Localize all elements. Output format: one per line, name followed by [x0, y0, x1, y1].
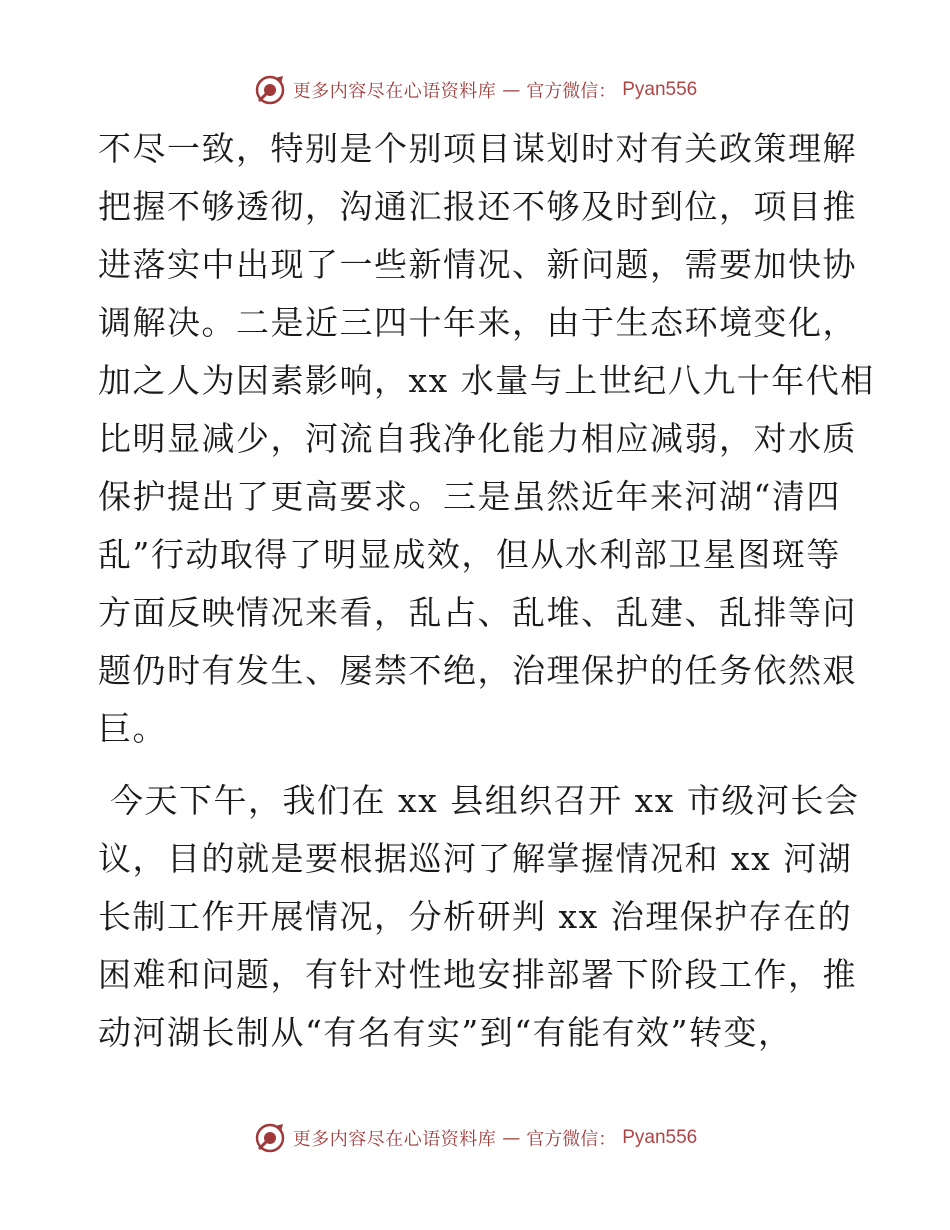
text-line: 巨。 — [98, 709, 167, 748]
text-line: 调解决。二是近三四十年来，由于生态环境变化， — [98, 303, 857, 342]
text-line: 加之人为因素影响，xx 水量与上世纪八九十年代相 — [98, 361, 875, 400]
header-watermark — [0, 70, 950, 110]
watermark-label: 官方微信： — [526, 1129, 617, 1150]
paragraph-1 — [98, 120, 875, 758]
pen-seal-logo-icon — [253, 1121, 287, 1155]
text-line: 困难和问题，有针对性地安排部署下阶段工作，推 — [98, 955, 857, 994]
watermark-text: 更多内容尽在心语资料库 — [292, 81, 497, 102]
footer-watermark — [0, 1118, 950, 1158]
watermark-dash: — — [502, 1127, 521, 1149]
watermark-text: 更多内容尽在心语资料库 — [292, 1129, 497, 1150]
text-line: 比明显减少，河流自我净化能力相应减弱，对水质 — [98, 419, 857, 458]
text-line: 今天下午，我们在 xx 县组织召开 xx 市级河长会 — [98, 781, 860, 820]
text-line: 题仍时有发生、屡禁不绝，治理保护的任务依然艰 — [98, 651, 857, 690]
text-line: 把握不够透彻，沟通汇报还不够及时到位，项目推 — [98, 187, 857, 226]
text-line: 长制工作开展情况，分析研判 xx 治理保护存在的 — [98, 897, 853, 936]
document-body — [98, 120, 875, 1062]
watermark-dash: — — [502, 79, 521, 101]
text-line: 进落实中出现了一些新情况、新问题，需要加快协 — [98, 245, 857, 284]
text-line: 不尽一致，特别是个别项目谋划时对有关政策理解 — [98, 129, 857, 168]
text-line: 动河湖长制从“有名有实”到“有能有效”转变， — [98, 1013, 793, 1052]
text-line: 乱”行动取得了明显成效，但从水利部卫星图斑等 — [98, 535, 841, 574]
paragraph-2 — [98, 772, 858, 1062]
watermark-wechat-id: Pyan556 — [622, 1127, 698, 1148]
text-line: 保护提出了更高要求。三是虽然近年来河湖“清四 — [98, 477, 841, 516]
watermark-label: 官方微信： — [526, 81, 617, 102]
text-line: 议，目的就是要根据巡河了解掌握情况和 xx 河湖 — [98, 839, 853, 878]
watermark-wechat-id: Pyan556 — [622, 79, 698, 100]
pen-seal-logo-icon — [253, 73, 287, 107]
text-line: 方面反映情况来看，乱占、乱堆、乱建、乱排等问 — [98, 593, 857, 632]
